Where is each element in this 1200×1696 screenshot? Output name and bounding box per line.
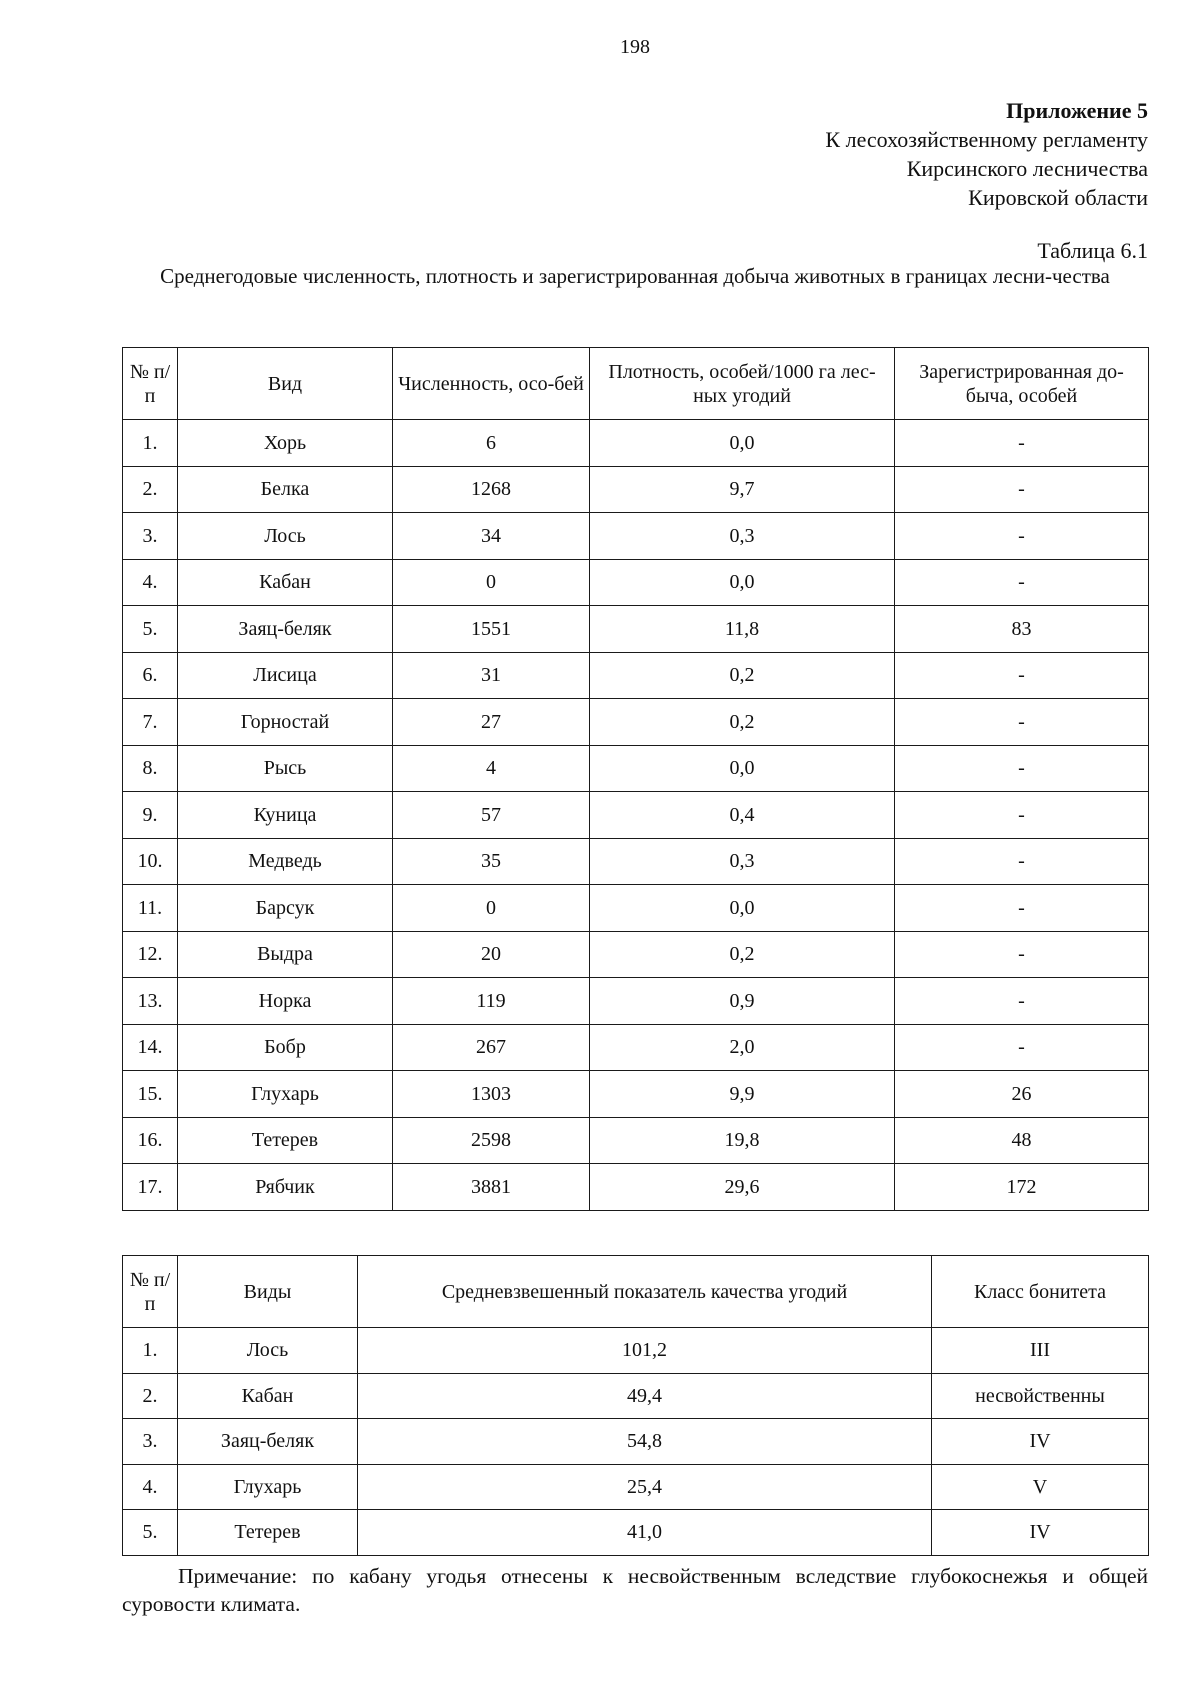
header-bonitet-class: Класс бонитета [932,1256,1149,1328]
cell-species: Заяц-беляк [178,606,393,653]
cell-density: 29,6 [590,1164,895,1211]
table-row [123,885,1149,932]
cell-bonitet-class: V [932,1464,1149,1510]
cell-harvest: 26 [895,1071,1149,1118]
cell-harvest: 48 [895,1117,1149,1164]
animal-population-table-body [123,420,1149,1211]
animal-population-table [122,347,1149,1211]
cell-quality-index: 54,8 [358,1419,932,1465]
cell-population: 1551 [393,606,590,653]
cell-harvest: - [895,466,1149,513]
cell-density: 11,8 [590,606,895,653]
cell-density: 0,9 [590,978,895,1025]
table-row [123,1419,1149,1465]
cell-species: Куница [178,792,393,839]
cell-density: 0,3 [590,513,895,560]
page-number: 198 [620,36,650,58]
cell-harvest: 172 [895,1164,1149,1211]
cell-harvest: - [895,745,1149,792]
habitat-quality-table [122,1255,1149,1556]
cell-population: 119 [393,978,590,1025]
cell-number: 2. [123,1373,178,1419]
table-caption: Среднегодовые численность, плотность и зарегистрированная добыча животных в границах лесни-чества [160,264,1110,288]
cell-density: 0,2 [590,931,895,978]
cell-quality-index: 49,4 [358,1373,932,1419]
header-harvest: Зарегистрированная до-быча, особей [895,348,1149,420]
cell-species: Глухарь [178,1464,358,1510]
table-row [123,1328,1149,1374]
cell-species: Бобр [178,1024,393,1071]
cell-species: Кабан [178,1373,358,1419]
cell-species: Горностай [178,699,393,746]
cell-number: 3. [123,513,178,560]
cell-bonitet-class: IV [932,1419,1149,1465]
cell-population: 35 [393,838,590,885]
table-row [123,1373,1149,1419]
cell-quality-index: 41,0 [358,1510,932,1556]
cell-density: 0,0 [590,559,895,606]
cell-number: 3. [123,1419,178,1465]
cell-density: 0,4 [590,792,895,839]
header-species: Виды [178,1256,358,1328]
cell-number: 1. [123,420,178,467]
cell-species: Хорь [178,420,393,467]
cell-harvest: - [895,838,1149,885]
cell-number: 10. [123,838,178,885]
cell-species: Тетерев [178,1510,358,1556]
table-header-row [123,348,1149,420]
table-header-row [123,1256,1149,1328]
cell-bonitet-class: несвойственны [932,1373,1149,1419]
table-row [123,606,1149,653]
cell-species: Лисица [178,652,393,699]
cell-density: 9,7 [590,466,895,513]
table-row [123,559,1149,606]
cell-number: 7. [123,699,178,746]
appendix-block [825,96,1148,212]
cell-harvest: - [895,885,1149,932]
table-row [123,1164,1149,1211]
cell-density: 9,9 [590,1071,895,1118]
header-number: № п/п [123,1256,178,1328]
cell-species: Медведь [178,838,393,885]
cell-species: Кабан [178,559,393,606]
cell-population: 34 [393,513,590,560]
cell-density: 0,0 [590,885,895,932]
cell-species: Рябчик [178,1164,393,1211]
cell-number: 17. [123,1164,178,1211]
cell-species: Лось [178,513,393,560]
cell-density: 0,0 [590,420,895,467]
table-row [123,513,1149,560]
table-number: Таблица 6.1 [1037,238,1148,263]
table-row [123,1510,1149,1556]
cell-species: Тетерев [178,1117,393,1164]
cell-species: Норка [178,978,393,1025]
cell-population: 0 [393,559,590,606]
cell-harvest: - [895,559,1149,606]
cell-species: Рысь [178,745,393,792]
cell-number: 5. [123,606,178,653]
note-text: Примечание: по кабану угодья отнесены к несвойственным вследствие глубокоснежья и общей суровости климата. [122,1564,1148,1616]
table-row [123,745,1149,792]
cell-quality-index: 25,4 [358,1464,932,1510]
cell-density: 19,8 [590,1117,895,1164]
cell-population: 267 [393,1024,590,1071]
cell-population: 57 [393,792,590,839]
cell-number: 4. [123,559,178,606]
cell-population: 20 [393,931,590,978]
habitat-quality-table-body [123,1328,1149,1556]
cell-number: 5. [123,1510,178,1556]
cell-harvest: - [895,699,1149,746]
cell-number: 11. [123,885,178,932]
cell-number: 14. [123,1024,178,1071]
cell-population: 31 [393,652,590,699]
cell-species: Заяц-беляк [178,1419,358,1465]
appendix-line-3: Кировской области [968,185,1148,210]
appendix-title: Приложение 5 [1006,98,1148,123]
table-row [123,1117,1149,1164]
cell-harvest: - [895,513,1149,560]
cell-density: 0,3 [590,838,895,885]
header-density: Плотность, особей/1000 га лес-ных угодий [590,348,895,420]
cell-species: Глухарь [178,1071,393,1118]
table-row [123,1024,1149,1071]
table-row [123,1464,1149,1510]
table-row [123,1071,1149,1118]
cell-species: Лось [178,1328,358,1374]
cell-harvest: - [895,420,1149,467]
table-row [123,652,1149,699]
cell-number: 2. [123,466,178,513]
cell-population: 6 [393,420,590,467]
cell-species: Выдра [178,931,393,978]
header-number: № п/п [123,348,178,420]
table-row [123,931,1149,978]
cell-number: 1. [123,1328,178,1374]
cell-harvest: - [895,792,1149,839]
table-row [123,792,1149,839]
cell-density: 0,0 [590,745,895,792]
cell-number: 16. [123,1117,178,1164]
cell-number: 6. [123,652,178,699]
table-row [123,420,1149,467]
cell-population: 2598 [393,1117,590,1164]
cell-population: 1303 [393,1071,590,1118]
cell-harvest: - [895,931,1149,978]
table-row [123,699,1149,746]
header-quality-index: Средневзвешенный показатель качества угодий [358,1256,932,1328]
cell-population: 27 [393,699,590,746]
cell-bonitet-class: IV [932,1510,1149,1556]
cell-bonitet-class: III [932,1328,1149,1374]
table-row [123,838,1149,885]
cell-population: 0 [393,885,590,932]
header-species: Вид [178,348,393,420]
header-population: Численность, осо-бей [393,348,590,420]
cell-number: 12. [123,931,178,978]
cell-number: 9. [123,792,178,839]
cell-harvest: 83 [895,606,1149,653]
cell-density: 2,0 [590,1024,895,1071]
cell-harvest: - [895,978,1149,1025]
cell-quality-index: 101,2 [358,1328,932,1374]
cell-population: 4 [393,745,590,792]
cell-population: 1268 [393,466,590,513]
table-row [123,466,1149,513]
cell-number: 4. [123,1464,178,1510]
cell-species: Барсук [178,885,393,932]
cell-harvest: - [895,652,1149,699]
cell-species: Белка [178,466,393,513]
cell-number: 15. [123,1071,178,1118]
cell-number: 13. [123,978,178,1025]
appendix-line-1: К лесохозяйственному регламенту [825,127,1148,152]
cell-population: 3881 [393,1164,590,1211]
cell-harvest: - [895,1024,1149,1071]
table-row [123,978,1149,1025]
cell-density: 0,2 [590,652,895,699]
appendix-line-2: Кирсинского лесничества [906,156,1148,181]
cell-density: 0,2 [590,699,895,746]
cell-number: 8. [123,745,178,792]
